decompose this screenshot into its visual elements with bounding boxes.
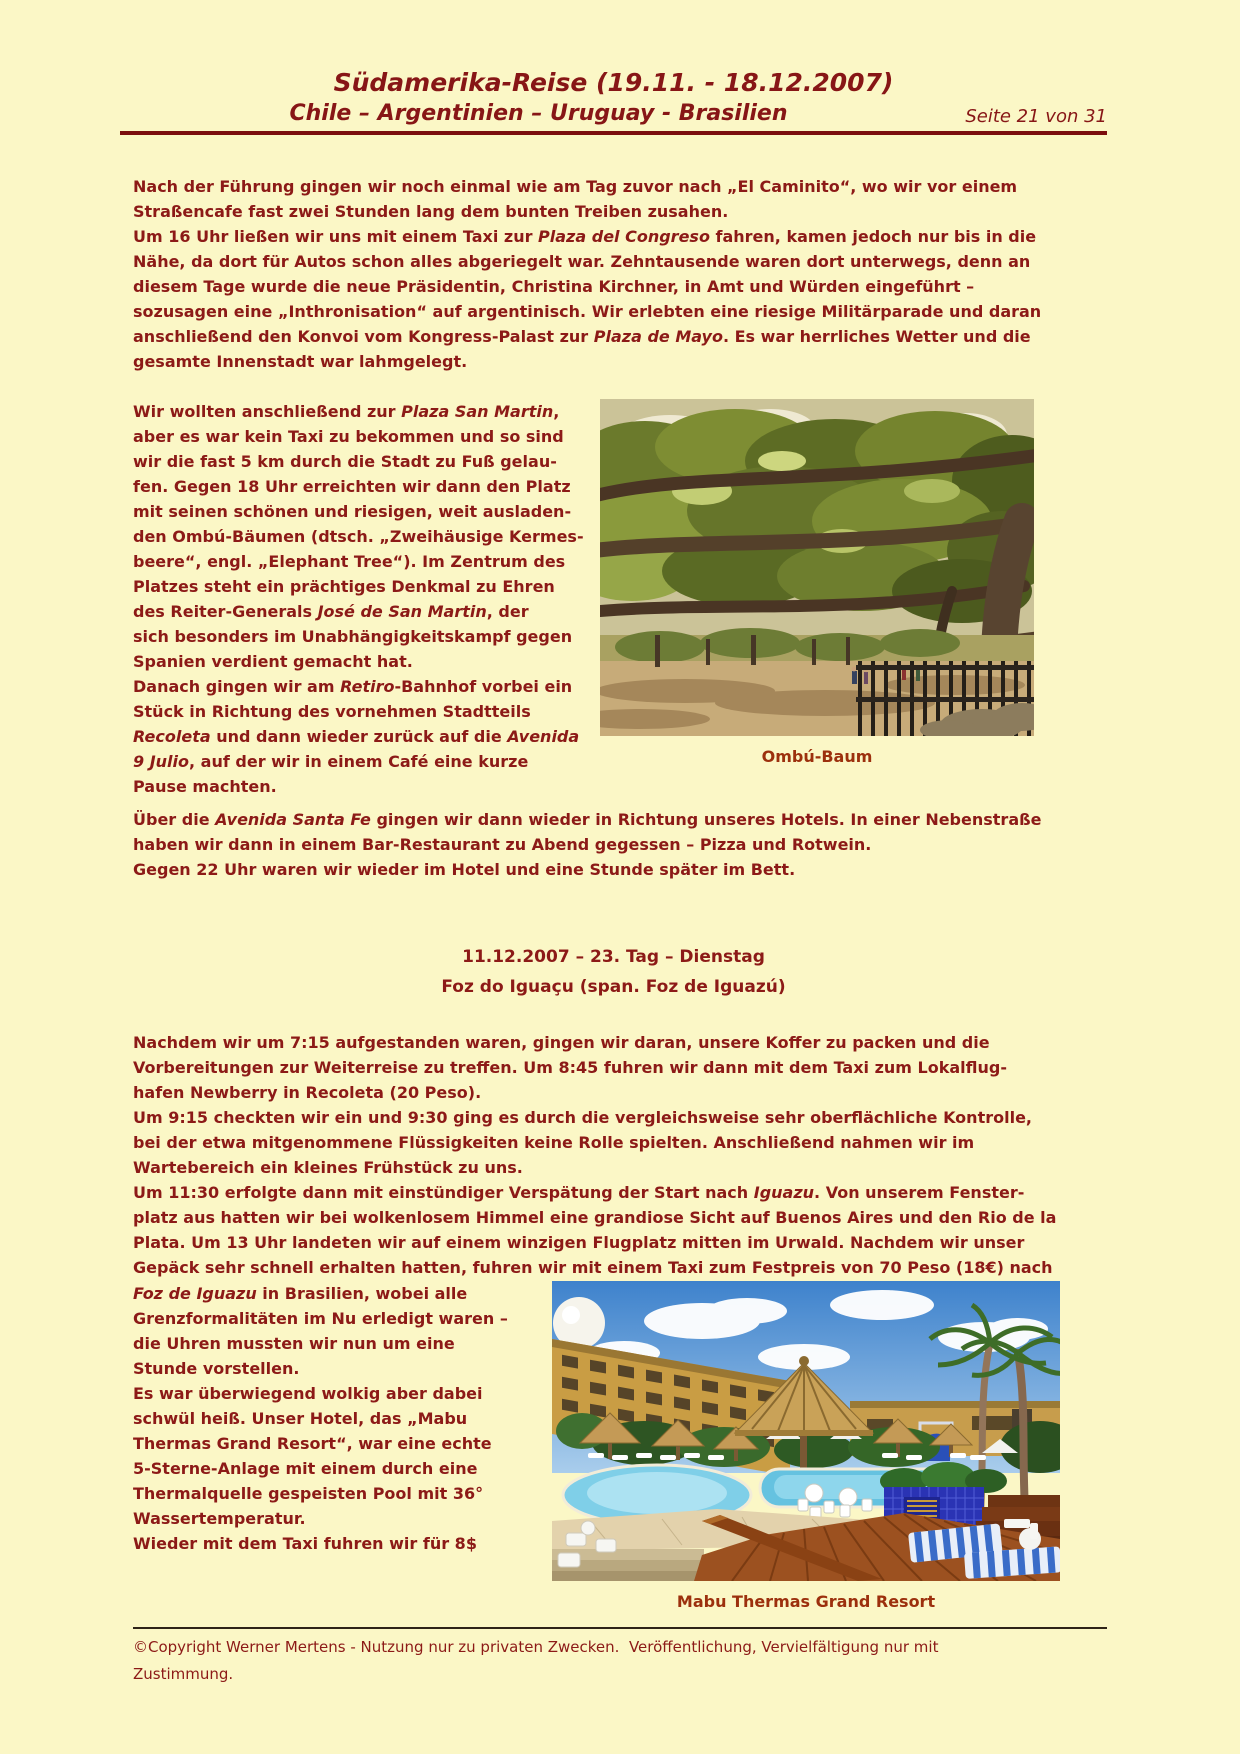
paragraph-pool-column: Foz de Iguazu in Brasilien, wobei alle Grenzformalitäten im Nu erledigt waren – die Uhren mussten wir nun um eine Stunde vorstellen. Es war überwiegend wolkig aber dabei schwül heiß. Unser Hotel, das „Mabu Thermas Grand Resort“, war eine echte 5-Sterne-Anlage mit einem durch eine Thermalquelle gespeisten Pool mit 36° Wassertemperatur. Wieder mit dem Taxi fuhren wir für 8$	[133, 1284, 508, 1553]
paragraph-day22-evening: Über die Avenida Santa Fe gingen wir dann wieder in Richtung unseres Hotels. In einer Nebenstraße haben wir dann in einem Bar-Restaurant zu Abend gegessen – Pizza und Rotwein. Gegen 22 Uhr waren wir wieder im Hotel und eine Stunde später im Bett.	[133, 810, 1042, 879]
ombu-tree-photo-image	[600, 399, 1034, 736]
page-subtitle: Chile – Argentinien – Uruguay - Brasilien	[289, 101, 788, 126]
day-heading-line2: Foz do Iguaçu (span. Foz de Iguazú)	[441, 977, 786, 997]
paragraph-day23-morning: Nachdem wir um 7:15 aufgestanden waren, gingen wir daran, unsere Koffer zu packen und die Vorbereitungen zur Weiterreise zu treffen. Um 8:45 fuhren wir dann mit dem Taxi zum Lokalflug- hafen Newberry in Recoleta (20 Peso). Um 9:15 checkten wir ein und 9:30 ging es durch die vergleichsweise sehr oberflächliche Kontrolle, bei der etwa mitgenommene Flüssigkeiten keine Rolle spielten. Anschließend nahmen wir im Wartebereich ein kleines Frühstück zu uns. Um 11:30 erfolgte dann mit einstündiger Verspätung der Start nach Iguazu. Von unserem Fenster- platz aus hatten wir bei wolkenlosem Himmel eine grandiose Sicht auf Buenos Aires und den Rio de la Plata. Um 13 Uhr landeten wir auf einem winzigen Flugplatz mitten im Urwald. Nachdem wir unser Gepäck sehr schnell erhalten hatten, fuhren wir mit einem Taxi zum Festpreis von 70 Peso (18€) nach	[133, 1033, 1057, 1277]
tree-photo-caption: Ombú-Baum	[761, 747, 873, 766]
day-heading	[120, 942, 1107, 1002]
resort-pool-photo-image	[552, 1281, 1060, 1581]
header-rule	[120, 131, 1107, 135]
ombu-tree-photo	[600, 399, 1034, 767]
section-foz-do-iguacu	[133, 1281, 1123, 1612]
day-heading-line1: 11.12.2007 – 23. Tag – Dienstag	[462, 947, 765, 967]
footer-rule	[133, 1627, 1107, 1629]
section-plaza-san-martin	[133, 399, 1123, 799]
page-number: Seite 21 von 31	[965, 106, 1107, 127]
resort-pool-photo	[552, 1281, 1060, 1612]
pool-photo-caption: Mabu Thermas Grand Resort	[676, 1592, 936, 1611]
paragraph-day22-intro: Nach der Führung gingen wir noch einmal wie am Tag zuvor nach „El Caminito“, wo wir vor einem Straßencafe fast zwei Stunden lang dem bunten Treiben zusahen. Um 16 Uhr ließen wir uns mit einem Taxi zur Plaza del Congreso fahren, kamen jedoch nur bis in die Nähe, da dort für Autos schon alles abgeriegelt war. Zehntausende waren dort unterwegs, denn an diesem Tage wurde die neue Präsidentin, Christina Kirchner, in Amt und Würden eingeführt – sozusagen eine „Inthronisation“ auf argentinisch. Wir erlebten eine riesige Militärparade und daran anschließend den Konvoi vom Kongress-Palast zur Plaza de Mayo. Es war herrliches Wetter und die gesamte Innenstadt war lahmgelegt.	[133, 177, 1042, 371]
copyright-notice: ©Copyright Werner Mertens - Nutzung nur zu privaten Zwecken. Veröffentlichung, Vervielfältigung nur mit Zustimmung.	[133, 1638, 939, 1683]
page-title: Südamerika-Reise (19.11. - 18.12.2007)	[333, 68, 894, 97]
paragraph-tree-column: Wir wollten anschließend zur Plaza San Martin, aber es war kein Taxi zu bekommen und so sind wir die fast 5 km durch die Stadt zu Fuß gelau- fen. Gegen 18 Uhr erreichten wir dann den Platz mit seinen schönen und riesigen, weit ausladen- den Ombú-Bäumen (dtsch. „Zweihäusige Kermes- beere“, engl. „Elephant Tree“). Im Zentrum des Platzes steht ein prächtiges Denkmal zu Ehren des Reiter-Generals José de San Martin, der sich besonders im Unabhängigkeitskampf gegen Spanien verdient gemacht hat. Danach gingen wir am Retiro-Bahnhof vorbei ein Stück in Richtung des vornehmen Stadtteils Recoleta und dann wieder zurück auf die Avenida 9 Julio, auf der wir in einem Café eine kurze Pause machten.	[133, 402, 584, 796]
